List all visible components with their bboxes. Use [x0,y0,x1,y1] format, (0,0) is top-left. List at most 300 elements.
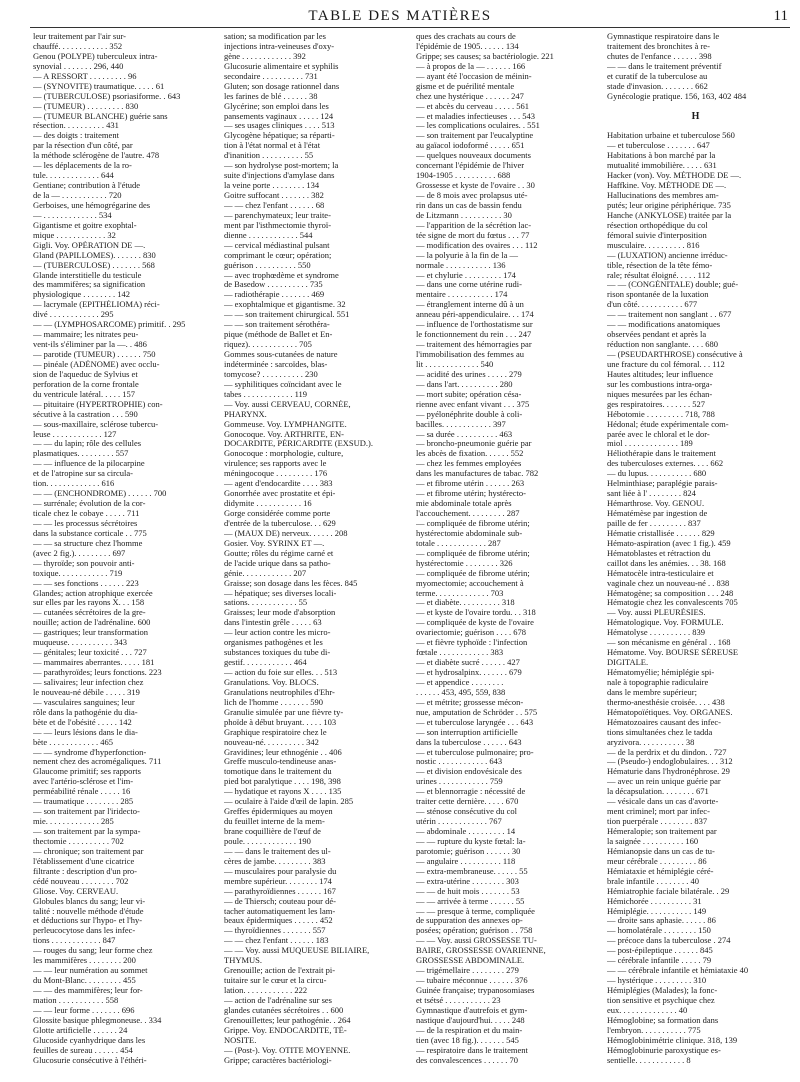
index-line: Granulations. Voy. BLOCS. [224,677,319,687]
index-line: comprimant le cœur; opération; [224,250,332,260]
index-line: — compliquée de fibrome utérin; [416,548,530,558]
index-line: traiter cette dernière. . . . . 670 [416,797,519,807]
index-line: normale . . . . . . . . . . . 136 [416,260,506,270]
index-line: — et fibrome utérin; hystérecto- [416,489,526,499]
index-line: — action du foie sur elles. . . 513 [224,668,338,677]
index-line: l'embryon. . . . . . . . . . . 775 [607,1025,701,1035]
index-line: Glucosurie alimentaire et syphilis [224,61,339,71]
index-line: Hématogène; sa composition . . . 248 [607,588,734,598]
index-line: — génitales; leur toxicité . . . 727 [33,648,147,658]
index-line: chutes de l'enfance . . . . . . 398 [607,51,712,61]
index-line: — vasculaires sanguines; leur [33,697,135,707]
index-line: — thyroïde; son pouvoir anti- [33,558,135,568]
index-line: Hédonal; étude expérimentale com- [607,419,729,429]
index-line: Graisse; son dosage dans les fèces. 845 [224,578,358,588]
index-line: substances toxiques du tube di- [224,648,331,658]
index-line: Glossite basique phlegmoneuse. . 334 [33,1015,162,1025]
index-line: — gastriques; leur transformation [33,628,148,638]
index-line: nale à topographie radiculaire [607,677,709,687]
index-line: — oculaire à l'aide d'œil de lapin. 285 [224,797,354,807]
index-line: ment criminel; mort par infec- [607,807,710,817]
index-line: anneau péri-appendiculaire. . . 174 [416,310,534,320]
index-line: sations. . . . . . . . . . . . 55 [224,598,308,608]
index-line: — exophtalmique et gigantisme. 32 [224,300,346,310]
index-line: les farines de blé . . . . . . 38 [224,91,318,101]
index-line: Hémarthrose. Voy. GENOU. [607,499,705,509]
index-line: nouille; action de l'adrénaline. 600 [33,618,151,628]
index-line: Grenouille; action de l'extrait pi- [224,966,336,976]
index-line: sion de l'aqueduc de Sylvius et [33,369,138,379]
index-line: organismes pathogènes et les [224,638,323,648]
index-line: Glande interstitielle du testicule [33,270,142,280]
index-line: DIGITALE. [607,658,649,668]
index-line: traitement des bronchites à re- [607,41,710,51]
index-line: Hématolyse . . . . . . . . . . 839 [607,628,705,638]
index-line: Gland (PAPILLOMES). . . . . . . 830 [33,250,156,260]
index-line: de Litzmann . . . . . . . . . . 30 [416,210,512,220]
index-line: Hématémèse par ingestion de [607,509,708,518]
index-line: mation . . . . . . . . . . . 558 [33,995,119,1005]
index-line: — — de huit mois . . . . . . . 53 [416,886,520,896]
index-line: hystérectomie abdominale sub- [416,528,523,538]
index-line: — et fièvre typhoïde : l'infection [416,638,528,648]
index-line: — — chez l'enfant . . . . . . 183 [224,936,329,946]
page-number: 11 [773,8,788,24]
header-rule [30,27,790,28]
index-line: Globules blancs du sang; leur vi- [33,896,146,906]
index-line: — agent d'endocardite . . . . 383 [224,479,333,489]
index-line: — parotide (TUMEUR) . . . . . . 750 [33,350,156,359]
index-line [607,102,784,112]
index-line: des convalescences . . . . . . 70 [416,1055,518,1065]
index-line: physiologique . . . . . . . . 142 [33,290,131,300]
index-column-2 [224,32,401,1066]
index-line: — son traitement par l'iridecto- [33,807,140,817]
index-line: — abdominale . . . . . . . . . 14 [416,827,516,836]
index-line: gestif. . . . . . . . . . . . 464 [224,658,307,668]
index-line: Gommes sous-cutanées de nature [224,350,338,359]
index-line: — à propos de la — . . . . . . 166 [416,61,526,71]
index-line: — — arrivée à terme . . . . . . 55 [416,896,525,906]
index-line: méningocoque . . . . . . . . . 176 [224,469,328,479]
index-line: ges respiratoires. . . . . . . 527 [607,399,705,409]
index-line: — pinéale (ADÉNOME) avec occlu- [33,359,160,369]
index-line: Greffes épidermiques au moyen [224,807,333,817]
index-line: — avec trophœdème et syndrome [224,270,339,280]
index-line: — sous-maxillaire, sclérose tubercu- [33,419,159,429]
index-line: Glycogène hépatique; sa réparti- [224,131,335,141]
index-line: talité : nouvelle méthode d'étude [33,906,144,916]
index-line: nue, amputation de Schröder . . 575 [416,707,538,717]
index-line: — cervical médiastinal pulsant [224,240,330,250]
index-line: perleucocytose dans les infec- [33,926,136,936]
index-line: Greffe musculo-tendineuse anas- [224,757,337,767]
index-line: putés; leur origine périphérique. 735 [607,200,731,210]
index-line: — sténose consécutive du col [416,807,518,817]
index-line: de Basedow . . . . . . . . . . 735 [224,280,323,290]
index-line: pansements vaginaux . . . . . 124 [224,111,334,121]
index-line: leur traitement par l'air sur- [33,32,126,41]
index-line: vaginale chez un nouveau-né . . 838 [607,578,730,588]
index-line: — — leurs lésions dans le dia- [33,727,138,737]
index-line: Glotte artificielle . . . . . . 24 [33,1025,128,1035]
index-line: Gentiane; contribution à l'étude [33,181,141,191]
index-line: — compliquée de fibrome utérin; [416,518,530,528]
index-line: guérison . . . . . . . . . . 550 [224,260,311,270]
index-line: Graphique respiratoire chez le [224,727,327,737]
index-line: — pituitaire (HYPERTROPHIE) con- [33,399,163,409]
index-line [607,121,784,131]
index-line: — respiratoire dans le traitement [416,1045,528,1055]
index-line: THYMUS. [224,956,263,966]
index-line: les mammifères . . . . . . . . 200 [33,956,136,966]
index-line: — — du lapin; rôle des cellules [33,439,142,449]
index-line: dans les manufactures de tabac. 782 [416,469,539,479]
index-line: eux. . . . . . . . . . . . . . 40 [607,1005,688,1015]
index-line: — (TUMEUR BLANCHE) guérie sans [33,111,168,121]
index-line: Hématurie dans l'hydronéphrose. 29 [607,767,730,777]
index-line: pied bot paralytique . . . . 198, 398 [224,777,341,787]
index-line: DOCARDITE, PÉRICARDITE (EXSUD.). [224,439,373,449]
index-line: tacher automatiquement les lam- [224,906,336,916]
index-line: rin dans un cas de bassin fendu [416,200,522,210]
index-line: niques mesurées par les échan- [607,389,713,399]
index-line: — des doigts : traitement [33,131,119,141]
index-line: Hématoblastes et rétraction du [607,548,711,558]
index-line: tion sensitive et psychique chez [607,995,715,1005]
section-letter: H [691,111,700,122]
index-line: lich de l'homme . . . . . . . 590 [224,697,324,707]
index-line: rienne avec enfant vivant . . . 375 [416,399,530,409]
index-line: PHARYNX. [224,409,267,419]
index-line: — (Pseudo-) endoglobulaires. . . 312 [607,757,733,767]
index-line: — — chez l'enfant . . . . . . 68 [224,200,325,210]
index-line: — rouges du sang; leur forme chez [33,946,153,956]
index-line: — modification des ovaires . . . 112 [416,240,538,250]
index-line: fœtale . . . . . . . . . . . . 383 [416,648,504,658]
index-line: rale; résultat éloigné. . . . . 112 [607,270,711,280]
index-line: avec l'artério-sclérose et l'im- [33,777,134,787]
index-line: sation; sa modification par les [224,32,326,41]
index-line: thectomie . . . . . . . . . . 702 [33,836,124,846]
index-line: — radiothérapie . . . . . . . 469 [224,290,325,300]
index-line: — hépatique; ses diverses locali- [224,588,337,598]
index-line: — et tuberculose laryngée . . . 643 [416,717,534,727]
index-line: Granulie simulée par une fièvre ty- [224,707,344,717]
index-line: génie. . . . . . . . . . . . 207 [224,568,307,578]
index-line: — musculaires pour paralysie du [224,866,337,876]
index-line: d'inanition . . . . . . . . . . 55 [224,151,314,161]
index-line: — hydatique et rayons X . . . . 135 [224,787,342,797]
index-line: — étranglement interne dû à un [416,300,524,310]
index-line: — sa durée . . . . . . . . . . 463 [416,429,513,439]
index-line: plasmatiques. . . . . . . . . 557 [33,449,129,459]
index-line: vent-ils s'éliminer par la —. . 486 [33,340,147,350]
index-line: et curatif de la tuberculose au [607,71,708,81]
index-line: du Mont-Blanc. . . . . . . . . 455 [33,976,136,986]
index-line: Hémiplégie. . . . . . . . . . . 149 [607,906,707,916]
index-line: Gymnastique respiratoire dans le [607,32,720,41]
index-line: — post-épileptique . . . . . . 845 [607,946,713,956]
index-line: — Voy. aussi CERVEAU, CORNÉE, [224,399,351,409]
index-line: NOSITE. [224,1035,257,1045]
index-line: mique . . . . . . . . . . . . 32 [33,230,116,240]
index-line: poule. . . . . . . . . . . . . 190 [224,836,311,846]
index-line: tomotique dans le traitement du [224,767,332,777]
index-line: didymite . . . . . . . . . . . 16 [224,499,312,509]
index-line: Hémoglobine; sa formation dans [607,1015,719,1025]
index-line: perméabilité rénale . . . . . 16 [33,787,131,797]
index-line: — — dans le traitement des ul- [224,846,331,856]
index-line: Gonocoque. Voy. ARTHRITE, EN- [224,429,344,439]
index-line: — les complications oculaires. . 551 [416,121,540,131]
index-line: Hémoglobinimétrie clinique. 318, 139 [607,1035,738,1045]
index-line: Hémianopsie dans un cas de tu- [607,846,715,856]
index-line: la méthode sclérogène de l'autre. 478 [33,151,160,161]
index-line: — trigémellaire . . . . . . . . 279 [416,966,519,976]
index-line: — — leur numération au sommet [33,966,148,976]
index-line: — surrénale; évolution de la cor- [33,499,146,509]
index-line: réduction non sanglante. . . . 680 [607,340,718,350]
index-line: paille de fer . . . . . . . . . 837 [607,518,701,528]
index-line: et de l'atropine sur sa circula- [33,469,133,479]
index-line: — cérébrale infantile . . . . . 79 [607,956,712,966]
index-line: — broncho-pneumonie guérie par [416,439,532,449]
index-line: — — des mammifères; leur for- [33,986,143,995]
index-line: cères de jambe. . . . . . . . . 383 [224,856,326,866]
index-line: brale infantile . . . . . . . . 40 [607,876,700,886]
index-line: Graisses; leur mode d'absorption [224,608,336,618]
index-line: — — son traitement chirurgical. 551 [224,310,350,320]
index-line: synovial . . . . . . . 296, 440 [33,61,124,71]
index-line: secondaire . . . . . . . . . . 731 [224,71,318,81]
index-line: tule. . . . . . . . . . . . . 644 [33,171,114,181]
index-line: — lacrymale (EPITHÉLIOMA) réci- [33,300,160,310]
index-line: — — (LYMPHOSARCOME) primitif. . 295 [33,320,186,330]
index-line: — parenchymateux; leur traite- [224,210,331,220]
index-line: Goutte; rôles du régime carné et [224,548,334,558]
index-line: — ayant été l'occasion de méinin- [416,71,532,81]
index-line: d'un côté. . . . . . . . . . . 677 [607,300,698,310]
index-line: — acidité des urines . . . . . 279 [416,369,522,379]
index-line: Genou (POLYPE) tuberculeux intra- [33,51,158,61]
index-line: bacilles. . . . . . . . . . . . 397 [416,419,506,429]
index-line: — précoce dans la tuberculose . 274 [607,936,731,946]
index-line: — — les processus sécrétoires [33,518,138,528]
index-line: — et chylurie . . . . . . . . . 174 [416,270,516,280]
index-line: — syphilitiques coïncidant avec le [224,379,342,389]
index-line: — — presque à terme, compliquée [416,906,535,916]
index-line: injections intra-veineuses d'oxy- [224,41,335,51]
index-line: urines . . . . . . . . . . . . 759 [416,777,503,787]
index-line: sur les combustions intra-orga- [607,379,713,389]
index-line: — de Thiersch; couteau pour dé- [224,896,336,906]
index-line: sant liée à l' . . . . . . . . 824 [607,489,696,499]
index-line: Gerboises, une hémogrégarine des [33,200,151,210]
index-line: tien (avec 18 fig.). . . . . . . 545 [416,1035,519,1045]
index-line: — et abcès du cerveau . . . . . 561 [416,101,530,111]
index-line: utérin . . . . . . . . . . . . 767 [416,817,502,827]
index-line: Haffkine. Voy. MÉTHODE DE —. [607,181,727,191]
index-line: tion à l'état normal et à l'état [224,141,321,151]
index-line: filtrante : description d'un pro- [33,866,137,876]
index-line: au gaïacol iodoformé . . . . . 651 [416,141,525,151]
index-line: chauffé. . . . . . . . . . . . 352 [33,41,123,51]
index-line: tion. . . . . . . . . . . . . 616 [33,479,115,489]
index-line: — pyélonéphrite double à coli- [416,409,523,419]
index-line: Gigantisme et goitre exophtal- [33,220,137,230]
index-line: — tubaire méconnue . . . . . . 376 [416,976,528,986]
index-line: tion puerpérale . . . . . . . . 837 [607,817,708,827]
index-line: Glucosurie consécutive à l'éthéri- [33,1055,147,1065]
index-line: leuse . . . . . . . . . . . . 127 [33,429,117,439]
index-line: — — (ENCHONDROME) . . . . . . 700 [33,489,167,499]
index-line: — son interruption artificielle [416,727,518,737]
index-line: — chronique; son traitement par [33,846,144,856]
index-line: Hématozoaires causant des infec- [607,717,721,727]
index-line: Grenouillettes; leur pathogénie. . 264 [224,1015,351,1025]
index-line: — et tuberculose . . . . . . . 647 [607,141,710,151]
index-line: et déductions sur l'hypo- et l'hy- [33,916,143,926]
index-line: par la résection d'un côté, par [33,141,133,151]
index-line: de suppuration des annexes op- [416,916,523,926]
index-line: — (MAUX DE) nerveux. . . . . . 208 [224,528,348,538]
index-line: Gliose. Voy. CERVEAU. [33,886,119,896]
index-line: Gynécologie pratique. 156, 163, 402 484 [607,91,747,101]
index-line: — et kyste de l'ovaire tordu. . . 318 [416,608,536,618]
index-line: la décapsulation. . . . . . . . 671 [607,787,709,797]
index-line: indéterminée : sarcoïdes, blas- [224,359,328,369]
index-line: — (SYNOVITE) traumatique. . . . . 61 [33,81,165,91]
index-line: hystérectomie . . . . . . . . 326 [416,558,513,568]
index-line: phoïde à début bruyant. . . . . 103 [224,717,337,727]
index-line: — son traitement par l'eucalyptine [416,131,534,141]
index-line: — et fibrome utérin . . . . . . 263 [416,479,525,489]
index-line: — et hydrosalpinx. . . . . . . 679 [416,668,522,677]
index-line: — cutanées sécrétoires de la gre- [33,608,146,618]
index-line: — Voy. aussi PLEURÉSIES. [607,608,706,618]
index-line: glandes cutanées sécrétoires . . 600 [224,1005,344,1015]
index-line: — mammaire; les nitrates peu- [33,330,139,340]
index-line: de la — . . . . . . . . . . . 720 [33,191,122,200]
index-line: des tuberculoses externes. . . . 662 [607,459,724,469]
index-line: — influence de l'orthostatisme sur [416,320,533,330]
index-line: — — syndrome d'hyperfonction- [33,747,147,757]
index-line: l'immobilisation des femmes au [416,350,525,359]
index-line: parotomie; guérison . . . . . . 30 [416,846,521,856]
index-line: le nouveau-né débile . . . . . 319 [33,687,140,697]
index-line: nouveau-né. . . . . . . . . . 342 [224,737,319,747]
index-line: rôle dans la pathogénie du dia- [33,707,138,717]
index-line: résection orthopédique du col [607,220,708,230]
index-line: stade d'invasion. . . . . . . . 662 [607,81,708,91]
index-line: Glandes; action atrophique exercée [33,588,153,598]
index-line: — A RESSORT . . . . . . . . . 96 [33,71,137,81]
index-line: les abcès de fixation. . . . . . 552 [416,449,524,459]
index-line: Grippe; ses causes; sa bactériologie. 221 [416,51,554,61]
index-line: tuitaire sur le cœur et la circu- [224,976,327,986]
index-line: l'établissement d'une cicatrice [33,856,135,866]
index-line: Hématologique. Voy. FORMULE. [607,618,724,628]
index-line: — avec un rein unique guérie par [607,777,721,787]
page-title: TABLE DES MATIÈRES [308,8,492,24]
index-line: mie. . . . . . . . . . . . . 285 [33,817,114,827]
index-line: — — dans le traitement préventif [607,61,722,71]
index-line: — et métrite; grossesse mécon- [416,697,524,707]
index-line: sentielle. . . . . . . . . . . . 8 [607,1055,691,1065]
index-line: — dans une corne utérine rudi- [416,280,522,290]
index-line: — — ses fonctions . . . . . . 223 [33,578,139,588]
index-line: suite d'injections d'amylase dans [224,171,335,181]
index-line: ticale chez le cobaye . . . . . 711 [33,509,140,518]
index-line: divé . . . . . . . . . . . . 295 [33,310,114,320]
index-line: Gonorrhée avec prostatite et épi- [224,489,336,499]
index-line: Gluten; son dosage rationnel dans [224,81,340,91]
index-line: Hémato-aspiration (avec 1 fig.). 459 [607,538,731,548]
index-line: — — (CONGÉNITALE) double; gué- [607,280,739,290]
index-line: virulence; ses rapports avec le [224,459,327,469]
index-line: dans l'intestin grêle . . . . . 63 [224,618,322,628]
index-line: mutualité immobilière. . . . . 631 [607,161,717,171]
index-line: — — Voy. aussi GROSSESSE TU- [416,936,537,946]
index-line: membre supérieur. . . . . . . . 174 [224,876,332,886]
index-line: Hématopoïétiques. Voy. ORGANES. [607,707,733,717]
index-line: dienne . . . . . . . . . . . . 544 [224,230,313,240]
index-line: (avec 2 fig.). . . . . . . . . 697 [33,548,126,558]
index-line: Hémoglobinurie paroxystique es- [607,1045,721,1055]
index-line: nement chez des acromégaliques. 711 [33,757,162,767]
index-line: Gosier. Voy. SYRINX ET —. [224,538,325,548]
index-line: gisme et de puérilité mentale [416,81,515,91]
index-line: la veine porte . . . . . . . . 134 [224,181,320,191]
index-line: Habitation urbaine et tuberculose 560 [607,131,735,141]
index-line: — — cérébrale infantile et hémiataxie 40 [607,966,749,976]
index-line: — de 8 mois avec prolapsus uté- [416,191,528,200]
index-line: — . . . . . . . . . . . . . 534 [33,210,112,220]
index-line: — — influence de la pilocarpine [33,459,145,469]
index-line: Helminthiase; paraplégie parais- [607,479,718,489]
index-line: — angulaire . . . . . . . . . . 118 [416,856,516,866]
index-line: — du lupus. . . . . . . . . . . 680 [607,469,707,479]
index-line: — parathyroïdiennes . . . . . . 167 [224,886,336,896]
index-line: une fracture du col fémoral. . . 112 [607,359,725,369]
index-line: — (Post-). Voy. OTITE MOYENNE. [224,1045,351,1055]
index-line: Hautes altitudes; leur influence [607,369,713,379]
index-line: Gonocoque : morphologie, culture, [224,449,344,459]
index-line: — (TUBERCULOSE) psoriasiforme. . 643 [33,91,181,101]
page-header [0,8,800,28]
index-line: — homolatérale . . . . . . . . 150 [607,926,711,936]
index-line: ovariectomie; guérison . . . . 678 [416,628,527,638]
index-line: — parathyroïdes; leurs fonctions. 223 [33,668,162,677]
index-line: — — leur forme . . . . . . . 696 [33,1005,135,1015]
index-line: — salivaires; leur infection chez [33,677,144,687]
index-line: dans la tuberculose . . . . . . 643 [416,737,522,747]
index-line: Gymnastique d'autrefois et gym- [416,1005,528,1015]
index-line: sécutive à la castration . . . 590 [33,409,138,419]
index-line: — ses usages cliniques . . . . 513 [224,121,335,131]
index-line: — droite sans aphasie. . . . . . 86 [607,916,716,926]
index-line: mentaire . . . . . . . . . . . 174 [416,290,508,300]
index-line: Habitations à bon marché par la [607,151,716,161]
index-line: tions simultanées chez le tadda [607,727,713,737]
index-line: — son hydrolyse post-mortem; la [224,161,339,171]
index-line: musculaire. . . . . . . . . . 816 [607,240,700,250]
index-line: Goitre suffocant . . . . . . . 382 [224,191,324,200]
index-line: ques des crachats au cours de [416,32,516,41]
index-line: Hématocèle intra-testiculaire et [607,568,714,578]
index-line: Hallucinations des membres am- [607,191,719,200]
